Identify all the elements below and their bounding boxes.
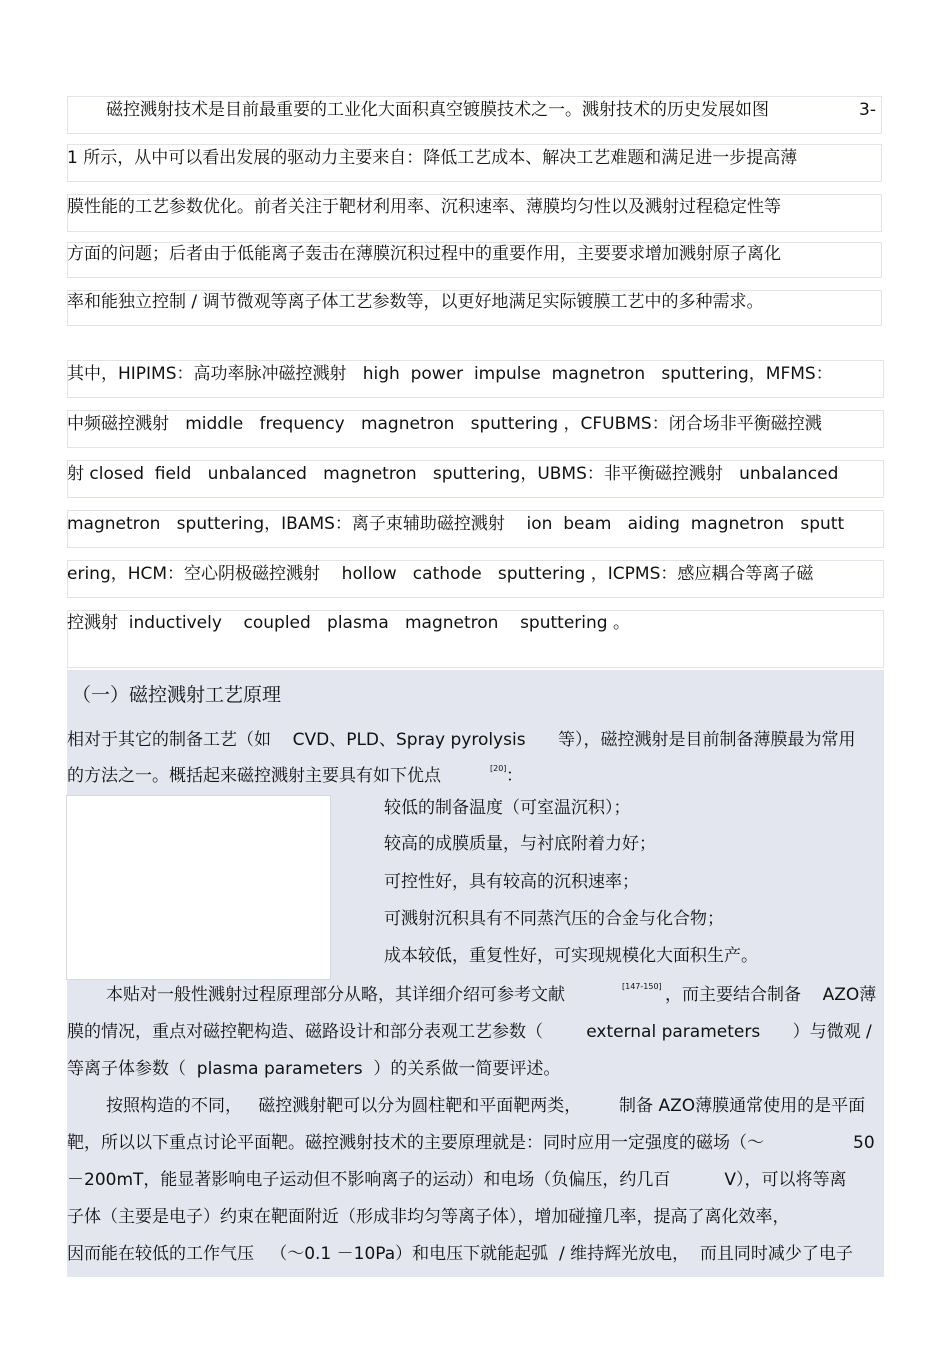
text-line: 中频磁控溅射 middle frequency magnetron sputtering ，CFUBMS：闭合场非平衡磁控溅 — [67, 414, 822, 434]
text-line: －200mT，能显著影响电子运动但不影响离子的运动）和电场（负偏压，约几百 V），可以将等离 — [67, 1170, 847, 1190]
figure-placeholder — [66, 795, 331, 980]
text-line: 控溅射 inductively coupled plasma magnetron sputtering 。 — [67, 613, 630, 633]
text-line: magnetron sputtering，IBAMS：离子束辅助磁控溅射 ion beam aiding magnetron sputt — [67, 514, 845, 534]
text-line: 等离子体参数（ plasma parameters ）的关系做一简要评述。 — [67, 1059, 561, 1079]
citation-ref: [20] — [490, 764, 507, 773]
list-item: 较高的成膜质量，与衬底附着力好； — [384, 834, 656, 854]
section-heading: （一）磁控溅射工艺原理 — [72, 684, 282, 706]
text-line: 其中，HIPIMS：高功率脉冲磁控溅射 high power impulse magnetron sputtering，MFMS： — [67, 364, 833, 384]
text-line: 因而能在较低的工作气压 （～0.1 －10Pa）和电压下就能起弧 / 维持辉光放电， 而且同时减少了电子 — [67, 1244, 853, 1264]
text-line: 磁控溅射技术是目前最重要的工业化大面积真空镀膜技术之一。溅射技术的历史发展如图 — [106, 100, 769, 120]
text-line: ering，HCM：空心阴极磁控溅射 hollow cathode sputtering ，ICPMS：感应耦合等离子磁 — [67, 564, 814, 584]
figure-ref: 3- — [859, 100, 876, 120]
text-line: 的方法之一。概括起来磁控溅射主要具有如下优点 — [67, 766, 441, 786]
text-line: 靶，所以以下重点讨论平面靶。磁控溅射技术的主要原理就是：同时应用一定强度的磁场（～ — [67, 1133, 764, 1153]
text-line: 射 closed field unbalanced magnetron sputtering，UBMS：非平衡磁控溅射 unbalanced — [67, 464, 839, 484]
text-line: 本贴对一般性溅射过程原理部分从略，其详细介绍可参考文献 — [106, 985, 565, 1005]
text-line: 子体（主要是电子）约束在靶面附近（形成非均匀等离子体），增加碰撞几率，提高了离化效率， — [67, 1207, 790, 1227]
list-item: 可控性好，具有较高的沉积速率； — [384, 872, 639, 892]
text-line: 膜的情况，重点对磁控靶构造、磁路设计和部分表观工艺参数（ external parameters ）与微观 / — [67, 1022, 872, 1042]
citation-ref: [147-150] — [622, 982, 662, 991]
list-item: 成本较低，重复性好，可实现规模化大面积生产。 — [384, 946, 758, 966]
text-line: 按照构造的不同， 磁控溅射靶可以分为圆柱靶和平面靶两类， 制备 AZO薄膜通常使用的是平面 — [106, 1096, 866, 1116]
list-item: 可溅射沉积具有不同蒸汽压的合金与化合物； — [384, 909, 724, 929]
number-value: 50 — [853, 1133, 875, 1153]
text-line: 方面的问题；后者由于低能离子轰击在薄膜沉积过程中的重要作用，主要要求增加溅射原子离化 — [67, 244, 781, 264]
text-line: 1 所示，从中可以看出发展的驱动力主要来自：降低工艺成本、解决工艺难题和满足进一步提高薄 — [67, 148, 798, 168]
text-line: ，而主要结合制备 AZO薄 — [665, 985, 877, 1005]
text-colon: ： — [506, 766, 523, 786]
text-line: 率和能独立控制 / 调节微观等离子体工艺参数等，以更好地满足实际镀膜工艺中的多种需求。 — [67, 292, 764, 312]
text-line: 膜性能的工艺参数优化。前者关注于靶材利用率、沉积速率、薄膜均匀性以及溅射过程稳定性等 — [67, 197, 781, 217]
text-line: 相对于其它的制备工艺（如 CVD、PLD、Spray pyrolysis 等），磁控溅射是目前制备薄膜最为常用 — [67, 730, 856, 750]
list-item: 较低的制备温度（可室温沉积）； — [384, 798, 631, 818]
